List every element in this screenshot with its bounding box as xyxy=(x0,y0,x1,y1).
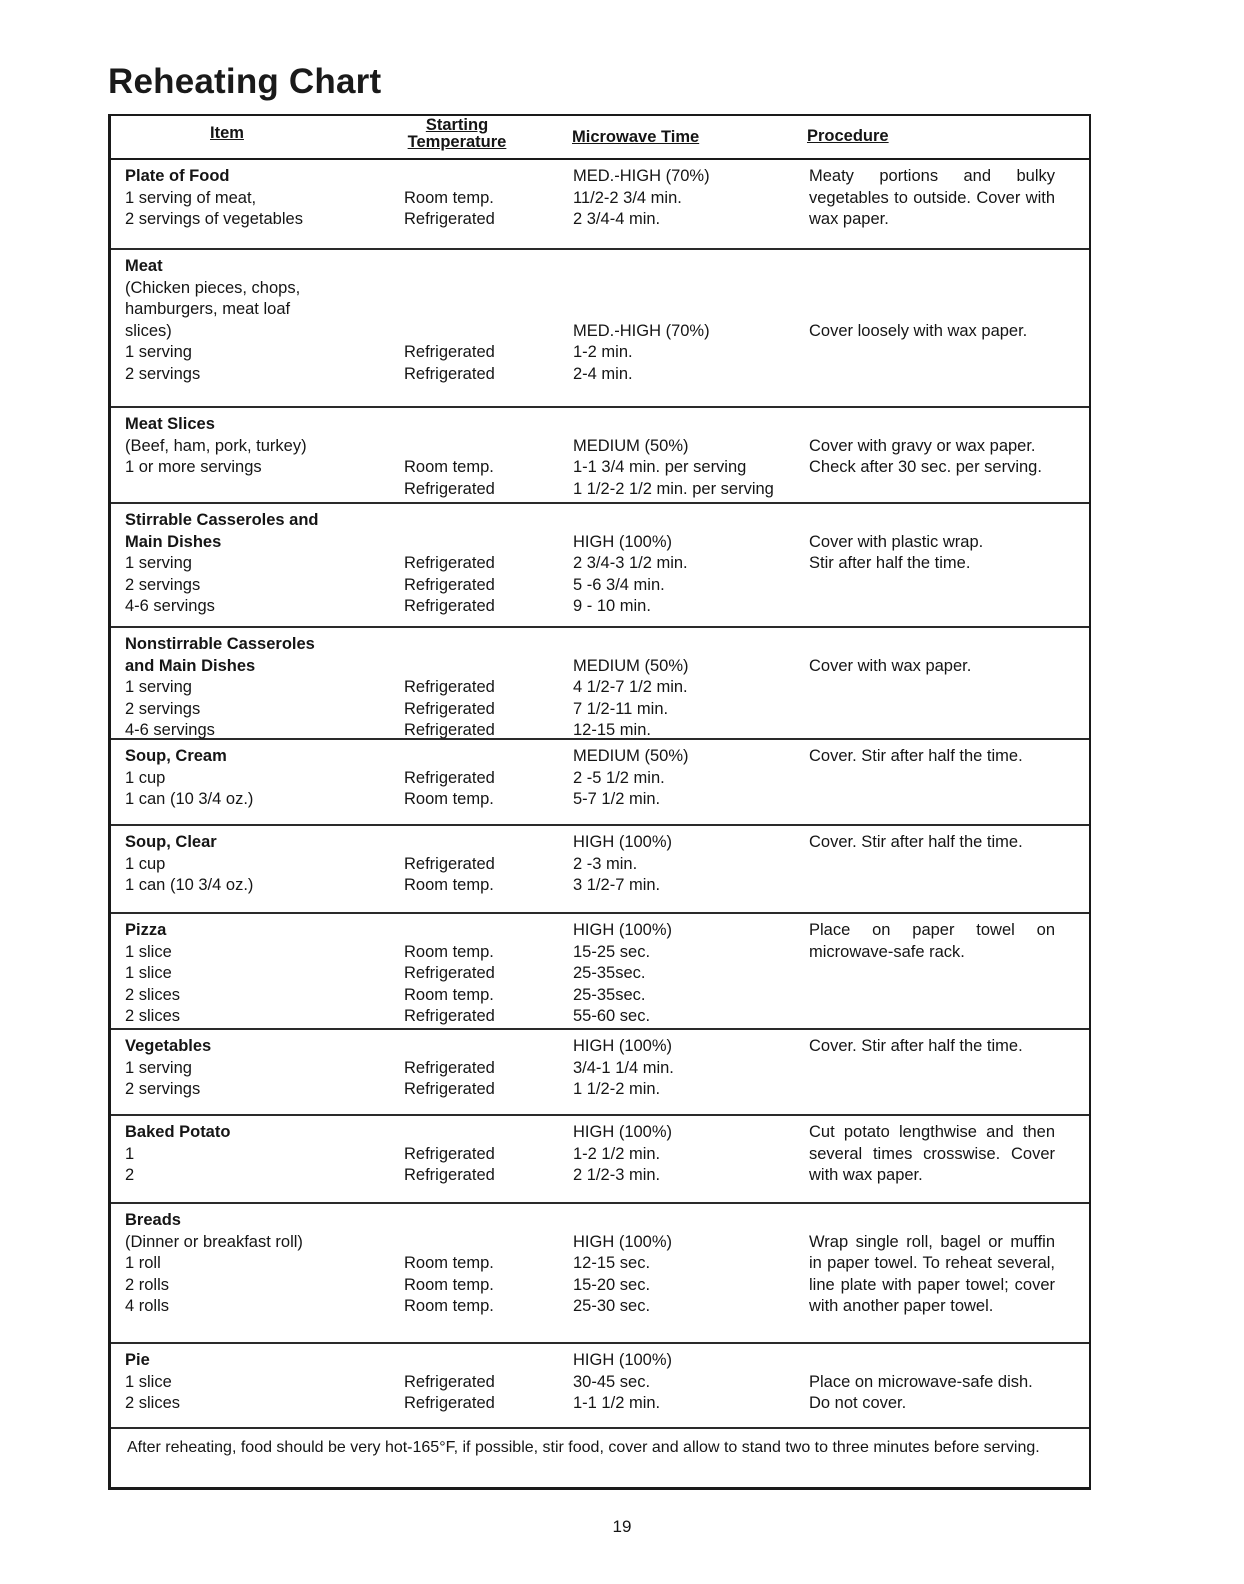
procedure-line: Cut potato lengthwise and then several times crosswise. Cover with wax paper. xyxy=(809,1123,1055,1185)
temperature-line: Room temp. xyxy=(404,458,494,477)
item-line: 1 serving xyxy=(125,1058,192,1077)
microwave-time-line: 30-45 sec. xyxy=(573,1372,651,1391)
microwave-time-column xyxy=(573,1350,672,1415)
item-line: Stirrable Casseroles and xyxy=(125,511,319,529)
temperature-line xyxy=(404,532,495,554)
procedure-line: Do not cover. xyxy=(809,1394,907,1413)
procedure-column xyxy=(809,1210,1055,1318)
temperature-column xyxy=(404,746,495,811)
microwave-time-line: 1 1/2-2 1/2 min. per serving xyxy=(573,479,774,498)
temperature-line: Refrigerated xyxy=(404,1372,495,1391)
item-line: 2 servings xyxy=(125,575,201,594)
temperature-line xyxy=(404,1036,495,1058)
procedure-line xyxy=(809,256,1055,278)
item-line: 1 roll xyxy=(125,1254,161,1273)
item-column xyxy=(125,510,319,618)
temperature-line: Refrigerated xyxy=(404,1166,495,1185)
temperature-line: Room temp. xyxy=(404,876,494,895)
microwave-time-line xyxy=(573,1210,672,1232)
temperature-line: Refrigerated xyxy=(404,364,495,383)
temperature-line: Refrigerated xyxy=(404,964,495,983)
column-header-item: Item xyxy=(210,124,244,142)
temperature-line xyxy=(404,656,495,678)
item-column xyxy=(125,256,300,386)
temperature-line: Room temp. xyxy=(404,1297,494,1316)
temperature-line xyxy=(404,1232,494,1254)
temperature-line: Refrigerated xyxy=(404,597,495,616)
temperature-line: Refrigerated xyxy=(404,210,495,229)
item-column xyxy=(125,166,303,231)
procedure-line xyxy=(809,510,1055,532)
section-pizza xyxy=(111,914,1089,1030)
procedure-line xyxy=(809,634,1055,656)
item-line: Plate of Food xyxy=(125,167,230,185)
item-line: 1 cup xyxy=(125,854,166,873)
page-number: 19 xyxy=(612,1517,632,1536)
column-header-procedure: Procedure xyxy=(807,127,889,145)
microwave-time-line: 2 3/4-3 1/2 min. xyxy=(573,554,688,573)
temperature-line: Room temp. xyxy=(404,985,494,1004)
temperature-column xyxy=(404,510,495,618)
microwave-time-line: 5 -6 3/4 min. xyxy=(573,575,665,594)
microwave-time-line: 3/4-1 1/4 min. xyxy=(573,1058,674,1077)
column-header-temperature-line2: Temperature xyxy=(407,133,507,151)
item-line: 2 servings xyxy=(125,1080,201,1099)
section-soup-cream xyxy=(111,740,1089,826)
procedure-line: Cover. Stir after half the time. xyxy=(809,833,1023,851)
microwave-time-line: MEDIUM (50%) xyxy=(573,436,689,455)
item-column xyxy=(125,920,180,1028)
item-line: 2 servings of vegetables xyxy=(125,210,303,229)
microwave-time-line: 2 -3 min. xyxy=(573,854,638,873)
temperature-line xyxy=(404,746,495,768)
procedure-column xyxy=(809,166,1055,231)
item-line: 4-6 servings xyxy=(125,597,215,616)
item-line: Main Dishes xyxy=(125,532,222,551)
microwave-time-column xyxy=(573,1122,672,1187)
temperature-line xyxy=(404,510,495,532)
item-line: 1 slice xyxy=(125,964,172,983)
section-breads xyxy=(111,1204,1089,1344)
item-line: slices) xyxy=(125,321,172,340)
section-meat xyxy=(111,250,1089,408)
temperature-line: Refrigerated xyxy=(404,1058,495,1077)
microwave-time-line: 2 3/4-4 min. xyxy=(573,210,661,229)
microwave-time-line: 12-15 sec. xyxy=(573,1254,651,1273)
microwave-time-column xyxy=(573,256,710,386)
procedure-column xyxy=(809,510,1055,575)
microwave-time-line: 1-2 min. xyxy=(573,343,633,362)
procedure-line xyxy=(809,1210,1055,1232)
item-line: hamburgers, meat loaf xyxy=(125,300,291,319)
temperature-column xyxy=(404,634,495,742)
temperature-column xyxy=(404,920,495,1028)
microwave-time-line: 25-35sec. xyxy=(573,985,646,1004)
item-line: 2 servings xyxy=(125,364,201,383)
item-line: 2 slices xyxy=(125,1007,181,1026)
microwave-time-line: HIGH (100%) xyxy=(573,1123,673,1141)
item-column xyxy=(125,1350,180,1415)
item-line: 1 slice xyxy=(125,1372,172,1391)
item-line: Breads xyxy=(125,1211,181,1229)
microwave-time-line: 15-20 sec. xyxy=(573,1275,651,1294)
temperature-line xyxy=(404,1350,495,1372)
microwave-time-line: 12-15 min. xyxy=(573,721,651,740)
temperature-line: Refrigerated xyxy=(404,699,495,718)
section-meat-slices xyxy=(111,408,1089,504)
item-line: Baked Potato xyxy=(125,1123,231,1141)
temperature-column xyxy=(404,414,495,500)
item-line: Vegetables xyxy=(125,1037,212,1055)
temperature-line xyxy=(404,1210,494,1232)
item-line: Meat xyxy=(125,257,163,275)
microwave-time-line xyxy=(573,510,688,532)
microwave-time-line: 15-25 sec. xyxy=(573,942,651,961)
microwave-time-line: 1-1 3/4 min. per serving xyxy=(573,458,747,477)
item-line: Soup, Cream xyxy=(125,747,227,765)
item-column xyxy=(125,634,315,742)
item-column xyxy=(125,1036,211,1101)
microwave-time-line xyxy=(573,299,710,321)
microwave-time-line: 9 - 10 min. xyxy=(573,597,651,616)
temperature-line: Refrigerated xyxy=(404,768,495,787)
section-baked-potato xyxy=(111,1116,1089,1204)
temperature-line: Refrigerated xyxy=(404,479,495,498)
procedure-line: Cover with plastic wrap. xyxy=(809,532,984,551)
item-line: 2 xyxy=(125,1166,135,1185)
temperature-line: Refrigerated xyxy=(404,554,495,573)
microwave-time-line: 1-2 1/2 min. xyxy=(573,1144,661,1163)
procedure-line: Cover with gravy or wax paper. xyxy=(809,436,1036,455)
temperature-line xyxy=(404,1122,495,1144)
microwave-time-line: HIGH (100%) xyxy=(573,1351,673,1369)
item-line: 4 rolls xyxy=(125,1297,170,1316)
temperature-line xyxy=(404,832,495,854)
item-line: Nonstirrable Casseroles xyxy=(125,635,315,653)
temperature-column xyxy=(404,1350,495,1415)
microwave-time-line xyxy=(573,256,710,278)
microwave-time-line xyxy=(573,278,710,300)
temperature-line: Refrigerated xyxy=(404,343,495,362)
microwave-time-line: HIGH (100%) xyxy=(573,532,673,551)
item-line: 1 or more servings xyxy=(125,458,262,477)
procedure-line: Cover. Stir after half the time. xyxy=(809,1037,1023,1055)
item-line: Meat Slices xyxy=(125,415,215,433)
item-line: (Beef, ham, pork, turkey) xyxy=(125,436,307,455)
procedure-line: Place on paper towel on microwave-safe rack. xyxy=(809,921,1055,961)
procedure-column xyxy=(809,1122,1055,1187)
item-column xyxy=(125,1210,303,1318)
microwave-time-column xyxy=(573,414,774,500)
temperature-line xyxy=(404,920,495,942)
item-line: 1 serving xyxy=(125,343,192,362)
temperature-line xyxy=(404,634,495,656)
temperature-line: Room temp. xyxy=(404,1275,494,1294)
procedure-line: Cover with wax paper. xyxy=(809,656,972,675)
temperature-column xyxy=(404,1036,495,1101)
temperature-line: Refrigerated xyxy=(404,575,495,594)
temperature-line xyxy=(404,299,495,321)
microwave-time-line: HIGH (100%) xyxy=(573,921,673,939)
section-stirrable-casseroles xyxy=(111,504,1089,628)
procedure-column xyxy=(809,1036,1055,1058)
microwave-time-column xyxy=(573,832,672,897)
procedure-line xyxy=(809,414,1055,436)
procedure-column xyxy=(809,832,1055,854)
procedure-line xyxy=(809,1350,1055,1372)
procedure-line xyxy=(809,278,1055,300)
microwave-time-line: 1 1/2-2 min. xyxy=(573,1080,661,1099)
microwave-time-line: 25-30 sec. xyxy=(573,1297,651,1316)
section-pie xyxy=(111,1344,1089,1432)
temperature-column xyxy=(404,1122,495,1187)
procedure-column xyxy=(809,414,1055,479)
procedure-line: Cover. Stir after half the time. xyxy=(809,747,1023,765)
temperature-line xyxy=(404,414,495,436)
item-line: (Dinner or breakfast roll) xyxy=(125,1232,303,1251)
item-column xyxy=(125,1122,230,1187)
reheating-note: After reheating, food should be very hot-165°F, if possible, stir food, cover and allow to stand two to three minutes before serving. xyxy=(127,1439,1040,1456)
microwave-time-column xyxy=(573,1036,674,1101)
temperature-column xyxy=(404,166,495,231)
microwave-time-line: 1-1 1/2 min. xyxy=(573,1394,661,1413)
temperature-column xyxy=(404,832,495,897)
microwave-time-line: 4 1/2-7 1/2 min. xyxy=(573,678,688,697)
microwave-time-line: 2 1/2-3 min. xyxy=(573,1166,661,1185)
microwave-time-column xyxy=(573,166,710,231)
item-line: Soup, Clear xyxy=(125,833,217,851)
microwave-time-column xyxy=(573,920,672,1028)
microwave-time-line: 55-60 sec. xyxy=(573,1007,651,1026)
microwave-time-line: 2-4 min. xyxy=(573,364,633,383)
item-line: Pie xyxy=(125,1351,150,1369)
reheating-chart-table xyxy=(108,114,1091,1490)
microwave-time-line: MEDIUM (50%) xyxy=(573,747,689,765)
item-line: 1 can (10 3/4 oz.) xyxy=(125,876,254,895)
microwave-time-line: 7 1/2-11 min. xyxy=(573,699,669,718)
temperature-line: Refrigerated xyxy=(404,1007,495,1026)
microwave-time-column xyxy=(573,1210,672,1318)
microwave-time-line: MEDIUM (50%) xyxy=(573,656,689,675)
item-line: 2 rolls xyxy=(125,1275,170,1294)
item-line: 2 slices xyxy=(125,1394,181,1413)
temperature-line: Refrigerated xyxy=(404,721,495,740)
item-line: 1 serving xyxy=(125,678,192,697)
item-line: 2 servings xyxy=(125,699,201,718)
item-line: 1 serving of meat, xyxy=(125,188,257,207)
item-column xyxy=(125,414,307,479)
microwave-time-line: MED.-HIGH (70%) xyxy=(573,321,710,340)
procedure-column xyxy=(809,746,1055,768)
item-line: (Chicken pieces, chops, xyxy=(125,278,301,297)
item-line: Pizza xyxy=(125,921,167,939)
procedure-line: Wrap single roll, bagel or muffin in paper towel. To reheat several, line plate with paper towel; cover with another paper towel. xyxy=(809,1232,1055,1316)
item-line: 1 serving xyxy=(125,554,192,573)
microwave-time-line: HIGH (100%) xyxy=(573,1037,673,1055)
temperature-line: Room temp. xyxy=(404,188,494,207)
item-line: 1 slice xyxy=(125,942,172,961)
microwave-time-column xyxy=(573,510,688,618)
microwave-time-line: 2 -5 1/2 min. xyxy=(573,768,665,787)
item-line: 4-6 servings xyxy=(125,721,215,740)
temperature-line xyxy=(404,166,495,188)
section-soup-clear xyxy=(111,826,1089,914)
procedure-line xyxy=(809,299,1055,321)
microwave-time-line xyxy=(573,634,689,656)
procedure-line: Meaty portions and bulky vegetables to outside. Cover with wax paper. xyxy=(809,167,1055,229)
procedure-line: Cover loosely with wax paper. xyxy=(809,321,1028,340)
item-line: and Main Dishes xyxy=(125,656,256,675)
item-column xyxy=(125,832,253,897)
item-column xyxy=(125,746,253,811)
temperature-line: Room temp. xyxy=(404,942,494,961)
microwave-time-line: 11/2-2 3/4 min. xyxy=(573,188,682,207)
temperature-column xyxy=(404,256,495,386)
microwave-time-line xyxy=(573,414,774,436)
procedure-column xyxy=(809,256,1055,342)
column-header-temperature xyxy=(401,117,513,151)
microwave-time-line: HIGH (100%) xyxy=(573,1232,673,1251)
item-line: 1 can (10 3/4 oz.) xyxy=(125,790,254,809)
section-vegetables xyxy=(111,1030,1089,1116)
table-header xyxy=(111,116,1089,160)
reheating-note-row xyxy=(111,1427,1089,1487)
procedure-column xyxy=(809,1350,1055,1415)
microwave-time-line: MED.-HIGH (70%) xyxy=(573,167,710,185)
temperature-line xyxy=(404,321,495,343)
temperature-line: Refrigerated xyxy=(404,1144,495,1163)
item-line: 2 slices xyxy=(125,985,181,1004)
microwave-time-line: 3 1/2-7 min. xyxy=(573,876,661,895)
temperature-line: Room temp. xyxy=(404,790,494,809)
procedure-column xyxy=(809,634,1055,677)
item-line: 1 cup xyxy=(125,768,166,787)
item-line: 1 xyxy=(125,1144,135,1163)
procedure-line: Stir after half the time. xyxy=(809,554,971,573)
microwave-time-line: 25-35sec. xyxy=(573,964,646,983)
microwave-time-column xyxy=(573,746,689,811)
temperature-line: Refrigerated xyxy=(404,1394,495,1413)
temperature-line: Refrigerated xyxy=(404,678,495,697)
section-nonstirrable-casseroles xyxy=(111,628,1089,740)
column-header-temperature-line1: Starting xyxy=(425,116,489,134)
temperature-line xyxy=(404,256,495,278)
column-header-microwave-time: Microwave Time xyxy=(572,128,700,146)
procedure-line: Check after 30 sec. per serving. xyxy=(809,458,1042,477)
microwave-time-line: HIGH (100%) xyxy=(573,833,673,851)
temperature-line: Refrigerated xyxy=(404,854,495,873)
temperature-line: Refrigerated xyxy=(404,1080,495,1099)
temperature-column xyxy=(404,1210,494,1318)
microwave-time-column xyxy=(573,634,689,742)
temperature-line: Room temp. xyxy=(404,1254,494,1273)
temperature-line xyxy=(404,436,495,458)
procedure-line: Place on microwave-safe dish. xyxy=(809,1372,1033,1391)
section-plate-of-food xyxy=(111,160,1089,250)
page-title: Reheating Chart xyxy=(108,62,382,101)
temperature-line xyxy=(404,278,495,300)
microwave-time-line: 5-7 1/2 min. xyxy=(573,790,661,809)
procedure-column xyxy=(809,920,1055,963)
